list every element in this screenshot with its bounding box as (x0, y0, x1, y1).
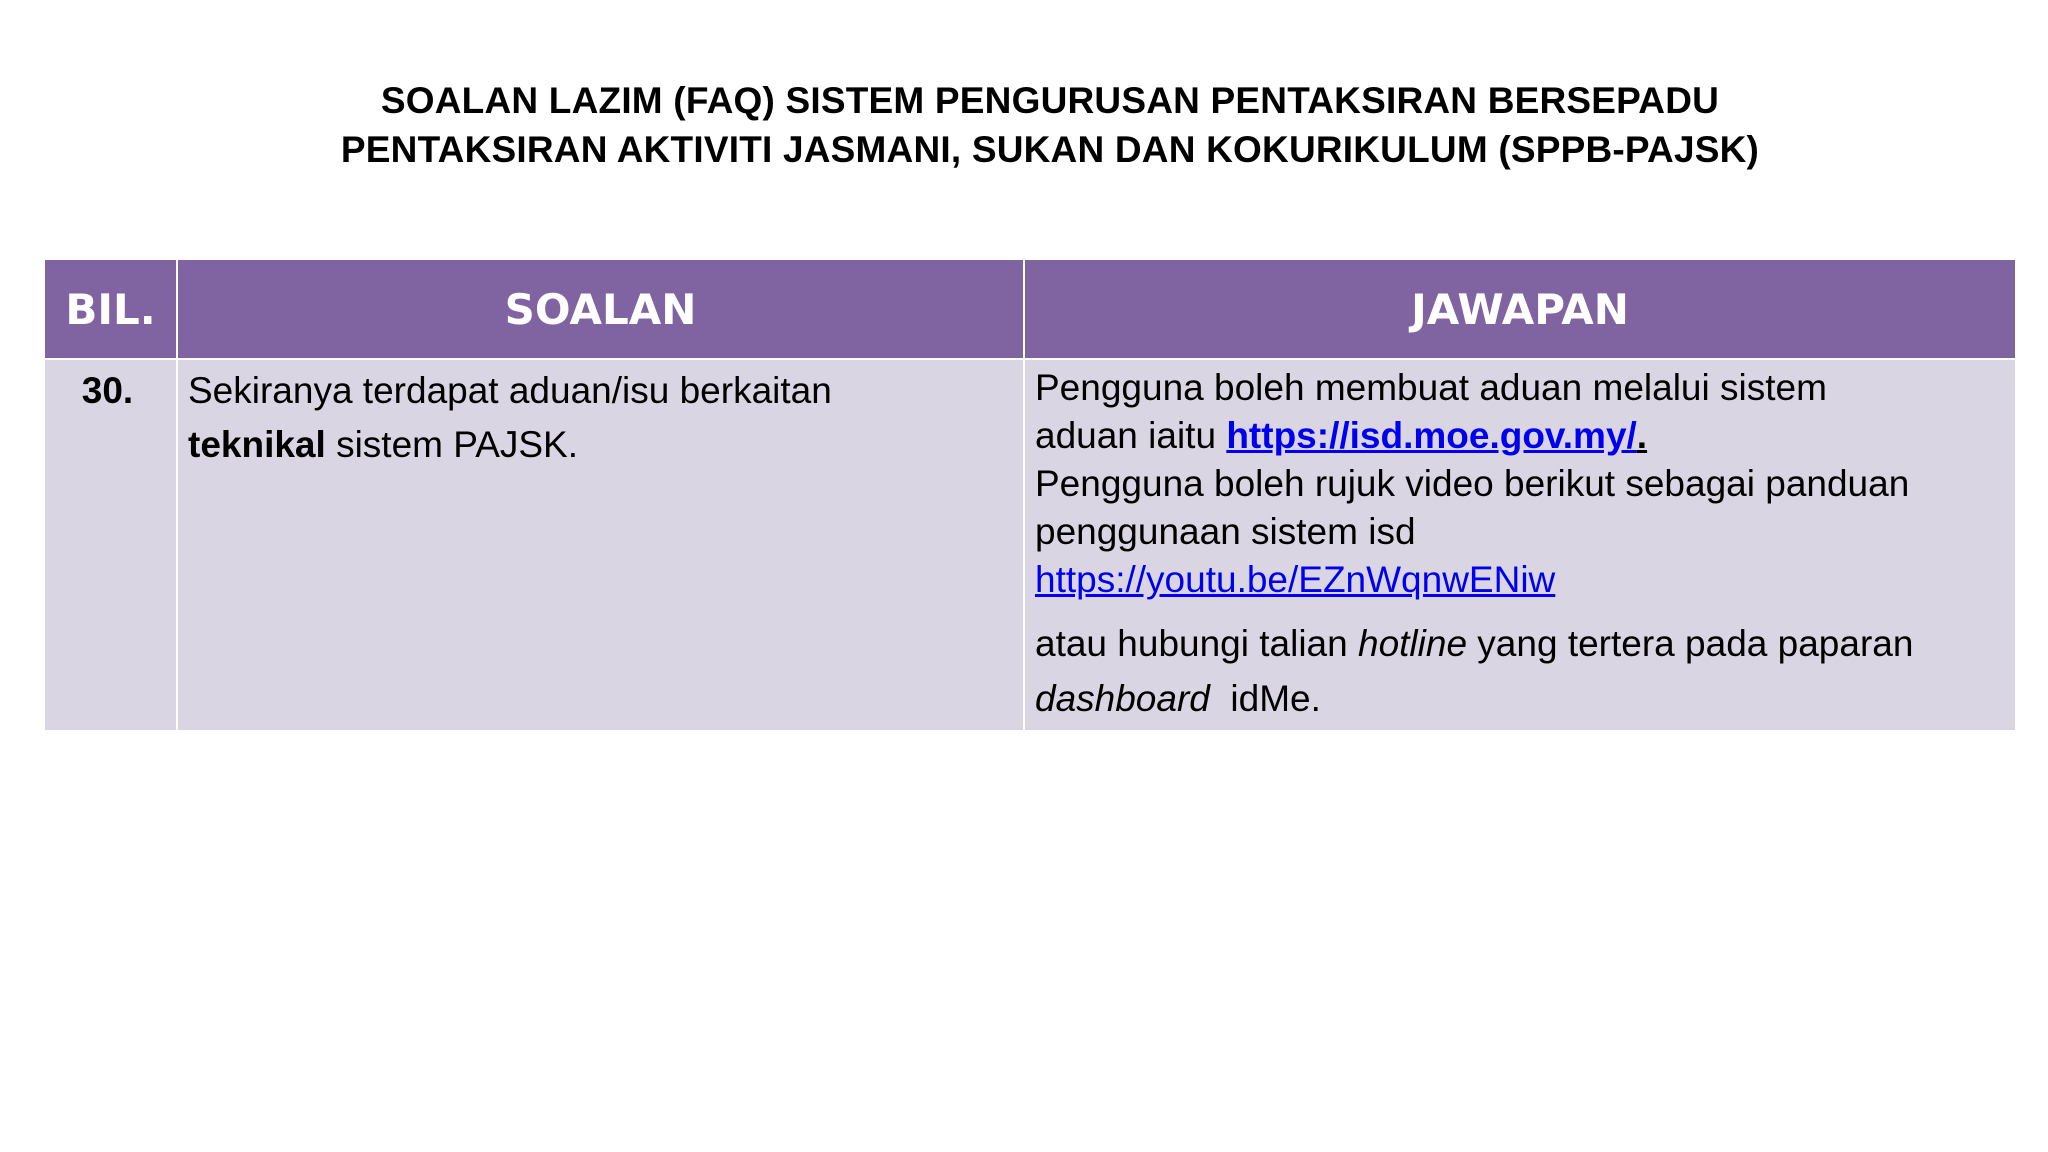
tail-part-3: idMe. (1209, 678, 1321, 719)
tail-hotline: hotline (1358, 623, 1468, 664)
answer-line-5 (1035, 556, 2003, 604)
answer-line-2-prefix: aduan iaitu (1035, 415, 1227, 456)
cell-soalan (177, 359, 1024, 731)
isd-link-suffix: . (1636, 415, 1648, 456)
row-number: 30. (81, 370, 134, 411)
answer-line-3: Pengguna boleh rujuk video berikut sebagai panduan (1035, 463, 1910, 504)
table-header-row (44, 259, 2016, 359)
header-jawapan: JAWAPAN (1024, 259, 2016, 359)
answer-line-2 (1035, 412, 2003, 460)
header-bil: BIL. (44, 259, 177, 359)
question-text (178, 360, 1023, 472)
header-soalan: SOALAN (177, 259, 1024, 359)
answer-line-4: penggunaan sistem isd (1035, 511, 1416, 552)
answer-tail (1035, 616, 2003, 726)
title-line-1: SOALAN LAZIM (FAQ) SISTEM PENGURUSAN PENTAKSIRAN BERSEPADU (380, 80, 1720, 121)
title-line-2: PENTAKSIRAN AKTIVITI JASMANI, SUKAN DAN KOKURIKULUM (SPPB-PAJSK) (340, 129, 1760, 170)
question-part-2: sistem PAJSK. (325, 424, 579, 465)
isd-link[interactable]: https://isd.moe.gov.my/ (1226, 415, 1637, 456)
page-title (0, 76, 2048, 174)
cell-jawapan (1024, 359, 2016, 731)
tail-dashboard: dashboard (1035, 678, 1210, 719)
tail-part-1: atau hubungi talian (1035, 623, 1358, 664)
question-bold-term: teknikal (188, 424, 326, 465)
tail-part-2: yang tertera pada paparan (1467, 623, 1914, 664)
question-part-1: Sekiranya terdapat aduan/isu berkaitan (188, 370, 832, 411)
answer-text (1025, 360, 2015, 726)
youtube-link[interactable]: https://youtu.be/EZnWqnwENiw (1035, 559, 1556, 600)
answer-line-1: Pengguna boleh membuat aduan melalui sistem (1035, 367, 1827, 408)
faq-table (43, 258, 2017, 732)
table-row (44, 359, 2016, 731)
cell-bil (44, 359, 177, 731)
